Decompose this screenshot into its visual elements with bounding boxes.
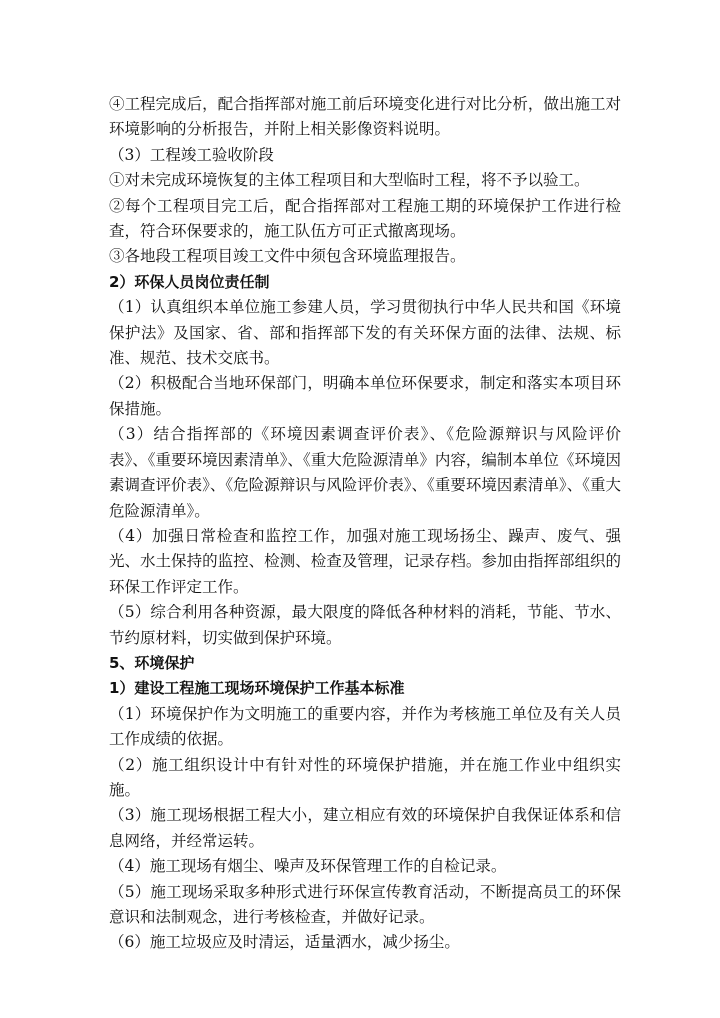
paragraph-19: （6）施工垃圾应及时清运，适量洒水，减少扬尘。 <box>109 933 460 952</box>
section-heading-5: 5、环境保护 <box>109 653 195 672</box>
section-heading-2: 2）环保人员岗位责任制 <box>109 272 270 291</box>
paragraph-5: ③各地段工程项目竣工文件中须包含环境监理报告。 <box>109 247 466 266</box>
paragraph-3: ①对未完成环境恢复的主体工程项目和大型临时工程，将不予以验工。 <box>109 171 590 190</box>
paragraph-15: （2）施工组织设计中有针对性的环境保护措施，并在施工作业中组织实施。 <box>109 755 621 799</box>
paragraph-4: ②每个工程项目完工后，配合指挥部对工程施工期的环境保护工作进行检查，符合环保要求的，施工队伍方可正式撤离现场。 <box>109 196 621 241</box>
subsection-heading-1: 1）建设工程施工现场环境保护工作基本标准 <box>109 679 405 698</box>
paragraph-8: （2）积极配合当地环保部门，明确本单位环保要求，制定和落实本项目环保措施。 <box>109 374 621 418</box>
paragraph-11: （5）综合利用各种资源，最大限度的降低各种材料的消耗，节能、节水、节约原材料，切实做到保护环境。 <box>109 603 621 647</box>
paragraph-14: （1）环境保护作为文明施工的重要内容，并作为考核施工单位及有关人员工作成绩的依据。 <box>109 704 621 749</box>
paragraph-17: （4）施工现场有烟尘、噪声及环保管理工作的自检记录。 <box>109 857 507 876</box>
paragraph-2: （3）工程竣工验收阶段 <box>109 145 274 164</box>
paragraph-7: （1）认真组织本单位施工参建人员，学习贯彻执行中华人民共和国《环境保护法》及国家、省、部和指挥部下发的有关环保方面的法律、法规、标准、规范、技术交底书。 <box>109 298 621 368</box>
paragraph-18: （5）施工现场采取多种形式进行环保宣传教育活动，不断提高员工的环保意识和法制观念，进行考核检查，并做好记录。 <box>109 882 621 926</box>
paragraph-1: ④工程完成后，配合指挥部对施工前后环境变化进行对比分析，做出施工对环境影响的分析报告，并附上相关影像资料说明。 <box>109 95 621 139</box>
paragraph-16: （3）施工现场根据工程大小，建立相应有效的环境保护自我保证体系和信息网络，并经常运转。 <box>109 806 621 850</box>
document-body <box>109 92 621 956</box>
paragraph-10: （4）加强日常检查和监控工作，加强对施工现场扬尘、躁声、废气、强光、水土保持的监控、检测、检查及管理，记录存档。参加由指挥部组织的环保工作评定工作。 <box>109 526 621 596</box>
paragraph-9: （3）结合指挥部的《环境因素调查评价表》、《危险源辩识与风险评价表》、《重要环境因素清单》、《重大危险源清单》内容，编制本单位《环境因素调查评价表》、《危险源辩识与风险评价表》、《重要环境因素清单》、《重大危险源清单》。 <box>109 425 621 520</box>
